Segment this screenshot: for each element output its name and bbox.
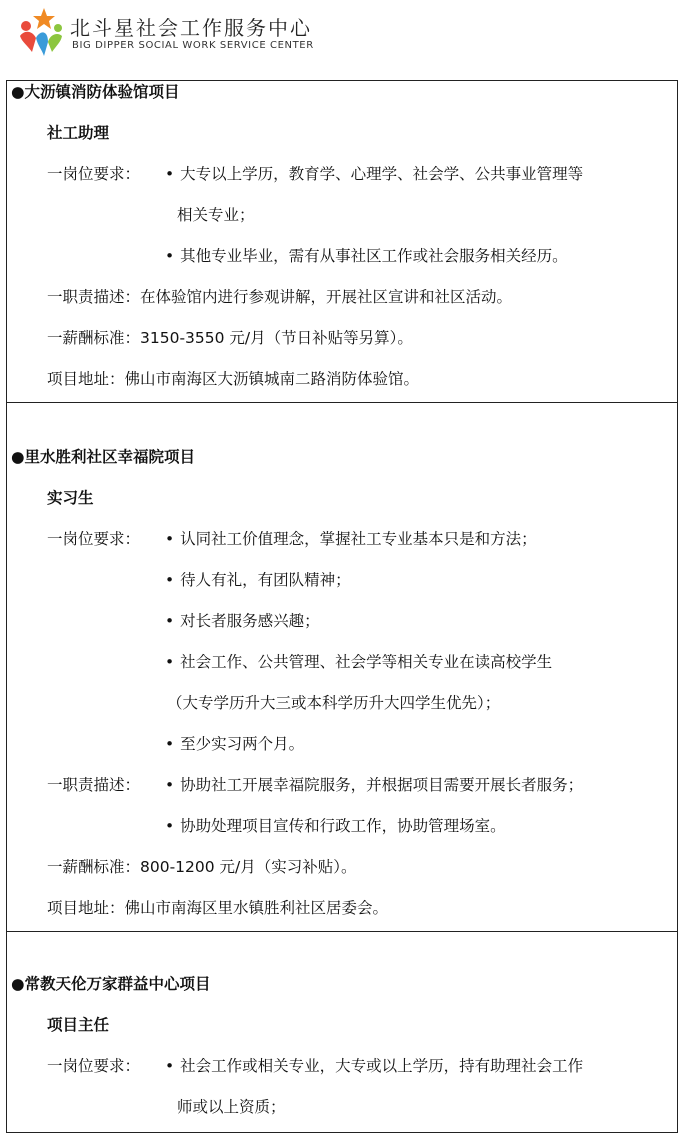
requirement-item: • 至少实习两个月。 [165, 734, 304, 754]
requirement-item: • 社会工作或相关专业，大专或以上学历，持有助理社会工作 [165, 1056, 583, 1076]
duty-item: • 协助处理项目宣传和行政工作，协助管理场室。 [165, 816, 506, 836]
job-listing-frame [6, 80, 678, 1133]
requirement-item-continued: （大专学历升大三或本科学历升大四学生优先）； [167, 694, 501, 712]
requirement-item: • 其他专业毕业，需有从事社区工作或社会服务相关经历。 [165, 246, 568, 266]
requirement-item-continued: 师或以上资质； [177, 1098, 286, 1116]
requirements-label: 一岗位要求： [47, 1057, 141, 1075]
requirement-item: • 对长者服务感兴趣； [165, 611, 320, 631]
requirements-label: 一岗位要求： [47, 530, 141, 548]
job-role: 实习生 [47, 489, 94, 507]
page-header [0, 0, 680, 80]
requirement-item: • 认同社工价值理念，掌握社工专业基本只是和方法； [165, 529, 537, 549]
section-divider [7, 931, 677, 932]
duty-description: 一职责描述：在体验馆内进行参观讲解，开展社区宣讲和社区活动。 [47, 288, 513, 306]
duty-label: 一职责描述： [47, 776, 141, 794]
requirements-label: 一岗位要求： [47, 165, 141, 183]
section-divider [7, 402, 677, 403]
requirement-item: • 社会工作、公共管理、社会学等相关专业在读高校学生 [165, 652, 552, 672]
section-title: ●大沥镇消防体验馆项目 [11, 83, 180, 101]
duty-item: • 协助社工开展幸福院服务，并根据项目需要开展长者服务； [165, 775, 583, 795]
requirement-item-continued: 相关专业； [177, 206, 255, 224]
section-title: ●里水胜利社区幸福院项目 [11, 448, 196, 466]
requirement-item: • 待人有礼，有团队精神； [165, 570, 351, 590]
job-role: 项目主任 [47, 1016, 110, 1034]
salary-standard: 一薪酬标准：800-1200 元/月（实习补贴）。 [47, 858, 357, 876]
job-role: 社工助理 [47, 124, 110, 142]
brand-name-en: BIG DIPPER SOCIAL WORK SERVICE CENTER [72, 40, 314, 51]
salary-standard: 一薪酬标准：3150-3550 元/月（节日补贴等另算）。 [47, 329, 413, 347]
brand-name-cn: 北斗星社会工作服务中心 [70, 16, 312, 40]
project-address: 项目地址：佛山市南海区里水镇胜利社区居委会。 [47, 899, 389, 917]
section-title: ●常教天伦万家群益中心项目 [11, 975, 211, 993]
logo-icon [14, 6, 66, 58]
project-address: 项目地址：佛山市南海区大沥镇城南二路消防体验馆。 [47, 370, 420, 388]
requirement-item: • 大专以上学历，教育学、心理学、社会学、公共事业管理等 [165, 164, 583, 184]
